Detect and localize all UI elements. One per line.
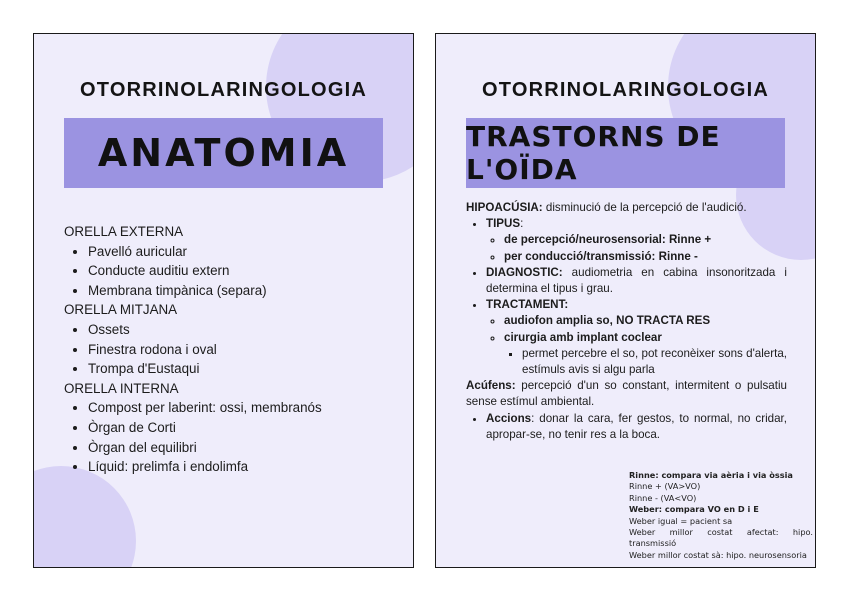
disorders-content: [466, 200, 787, 443]
ref-line: Weber millor costat sà: hipo. neurosensoria: [629, 549, 807, 560]
list-item: • Òrgan de Corti: [88, 418, 393, 438]
tipus-item: de percepció/neurosensorial: Rinne +: [504, 233, 712, 247]
hipoacusia-paragraph: [466, 200, 787, 216]
ref-line: Rinne + (VA>VO): [629, 481, 701, 492]
accions-label: Accions: [486, 411, 532, 425]
section-heading: ORELLA INTERNA: [64, 380, 179, 396]
tipus-suffix: :: [520, 217, 524, 231]
acufens-paragraph: [466, 378, 787, 410]
list-item: • Ossets: [88, 320, 393, 340]
ref-heading: Rinne: compara via aèria i via òssia: [629, 470, 793, 480]
list-item: [504, 330, 787, 379]
list-item: ▪ permet percebre el so, pot reconèixer sons d'alerta, estímuls avis si algu parla: [522, 346, 787, 378]
tipus-list: [486, 232, 787, 264]
ref-line: [629, 470, 813, 481]
tractament-list: [486, 313, 787, 378]
hipoacusia-text: disminució de la percepció de l'audició.: [542, 201, 747, 214]
list-item: [486, 216, 787, 265]
decor-blob-bottom-left: [33, 466, 136, 568]
ref-line: Weber igual = pacient sa: [629, 515, 733, 526]
list-item: [504, 249, 787, 265]
section-banner: ANATOMIA: [64, 118, 383, 188]
list-item: • Finestra rodona i oval: [88, 340, 393, 360]
list-item: • Trompa d'Eustaqui: [88, 359, 393, 379]
list-item: [486, 297, 787, 378]
tractament-item: audiofon amplia so, NO TRACTA RES: [504, 314, 711, 328]
diagnostic-label: DIAGNOSTIC:: [486, 265, 563, 279]
section-heading: ORELLA EXTERNA: [64, 224, 184, 239]
list-item: [486, 265, 787, 297]
section-list: [64, 242, 393, 301]
tractament-label: TRACTAMENT:: [486, 298, 569, 312]
section-banner: TRASTORNS DE L'OÏDA: [466, 118, 785, 188]
acufens-list: [466, 411, 787, 443]
list-item: [486, 411, 787, 443]
section-list: [64, 320, 393, 379]
acufens-text: percepció d'un so constant, intermitent o pulsatiu sense estímul ambiental.: [466, 379, 787, 409]
diagnostic-text: audiometria en cabina insonoritzada i determina el tipus i grau.: [486, 265, 787, 296]
section-heading: ORELLA MITJANA: [64, 302, 178, 318]
page-title: OTORRINOLARINGOLOGIA: [482, 79, 769, 101]
tipus-item: per conducció/transmissió: Rinne -: [504, 249, 698, 263]
list-item: • Compost per laberint: ossi, membranós: [88, 398, 393, 418]
hipoacusia-list: [466, 216, 787, 378]
section-list: [64, 398, 393, 476]
ref-line: Weber millor costat afectat: hipo. transmissió: [629, 527, 813, 549]
list-item: • Òrgan del equilibri: [88, 438, 393, 458]
list-item: • Membrana timpànica (separa): [88, 281, 393, 301]
page-title: OTORRINOLARINGOLOGIA: [80, 79, 367, 101]
list-item: • Líquid: prelimfa i endolimfa: [88, 457, 393, 477]
hipoacusia-label: HIPOACÚSIA:: [466, 201, 543, 214]
ref-line: [629, 504, 813, 515]
ref-line: Rinne - (VA<VO): [629, 492, 697, 503]
page-anatomia: [33, 33, 414, 568]
list-item: [504, 232, 787, 248]
tests-reference-box: [629, 470, 813, 561]
list-item: • Pavelló auricular: [88, 242, 393, 262]
page-trastorns: [435, 33, 816, 568]
anatomy-content: [64, 222, 393, 477]
tipus-label: TIPUS: [486, 217, 521, 231]
tractament-item: cirurgia amb implant coclear: [504, 330, 662, 344]
accions-text: : donar la cara, fer gestos, to normal, no cridar, apropar-se, no tenir res a la boca.: [486, 411, 787, 441]
ref-heading: Weber: compara VO en D i E: [629, 504, 759, 515]
list-item: [504, 313, 787, 329]
list-item: • Conducte auditiu extern: [88, 261, 393, 281]
tractament-sublist: [504, 346, 787, 378]
acufens-label: Acúfens:: [466, 379, 516, 393]
